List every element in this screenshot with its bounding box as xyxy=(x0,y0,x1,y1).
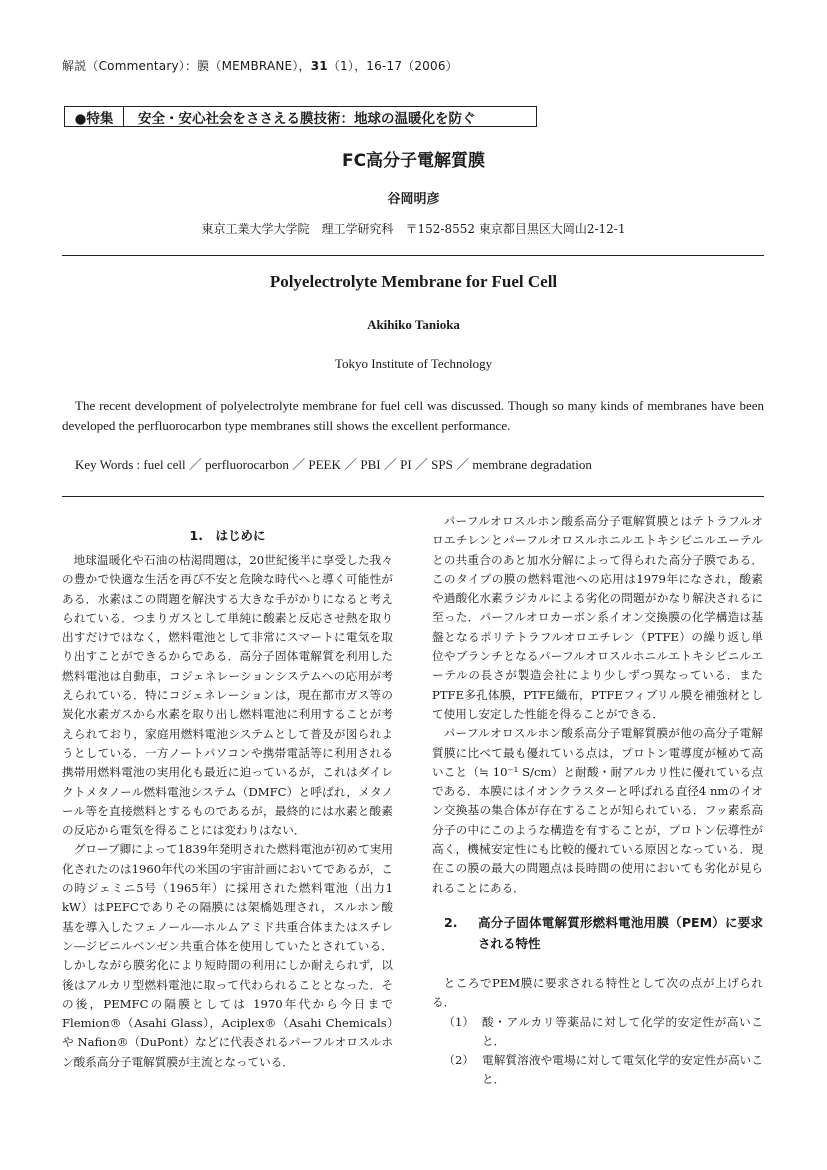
keywords: Key Words : fuel cell ／ perfluorocarbon ／ PEEK ／ PBI ／ PI ／ SPS ／ membrane degradation xyxy=(75,457,592,472)
section1-heading: 1. はじめに xyxy=(189,528,266,543)
header-volume: 31 xyxy=(310,59,328,73)
divider-top xyxy=(62,255,764,256)
list-item xyxy=(432,1051,763,1090)
english-title: Polyelectrolyte Membrane for Fuel Cell xyxy=(269,272,558,291)
list-item-text: 電解質溶液や電場に対して電気化学的安定性が高いこと． xyxy=(482,1053,763,1087)
abstract: The recent development of polyelectrolyte membrane for fuel cell was discussed. Though so many kinds of membranes have been developed the perfluorocarbon type membranes still shows the excellent performance. xyxy=(62,398,764,433)
list-item xyxy=(432,1013,763,1052)
feature-banner xyxy=(64,106,537,127)
japanese-title: FC高分子電解質膜 xyxy=(341,151,486,171)
right-column xyxy=(432,512,763,1090)
paragraph: グローブ卿によって1839年発明された燃料電池が初めて実用化されたのは1960年代の米国の宇宙計画においてであるが，この時ジェミニ5号（1965年）に採用された燃料電池（出力1 kW）はPEFCでありその隔膜には架橋処理され，スルホン酸基を導入したフェノール―ホルムアミド共重合体またはスチレン―ジビニルベンゼン共重合体を使用していたとされている．しかしながら膜劣化により短時間の利用にしか耐えられず，以後はアルカリ型燃料電池に取って代わられることとなった．その後，PEMFCの隔膜としては 1970年代から今日まで Flemion®（Asahi Glass），Aciplex®（Asahi Chemicals）や Nafion®（DuPont）などに代表されるパーフルオロスルホン酸系高分子電解質膜が主流となっている． xyxy=(62,842,393,1069)
english-affiliation: Tokyo Institute of Technology xyxy=(334,356,493,371)
japanese-affiliation: 東京工業大学大学院 理工学研究科 〒152-8552 東京都目黒区大岡山2-12-1 xyxy=(201,222,626,236)
divider-bottom xyxy=(62,496,764,497)
paragraph: パーフルオロスルホン酸系高分子電解質膜が他の高分子電解質膜に比べて最も優れている点は，プロトン電導度が極めて高いこと（≒ 10⁻¹ S/cm）と耐酸・耐アルカリ性に優れている点である．本膜にはイオンクラスターと呼ばれる直径4 nmのイオン交換基の集合体が存在することが知られている．フッ素系高分子の中にこのような構造を有することが，プロトン伝導性が高く，機械安定性にも比較的優れている原因となっている．現在この膜の最大の問題点は長時間の使用においても劣化が見られることにある． xyxy=(432,726,763,895)
paragraph: 地球温暖化や石油の枯渇問題は，20世紀後半に享受した我々の豊かで快適な生活を再び不安と危険な時代へと導く可能性がある．水素はこの問題を解決する大きな手がかりになると考えられている．つまりガスとして単純に酸素と反応させ熱を取り出すだけではなく，燃料電池として非常にスマートに電気を取り出すことができるからである．高分子固体電解質を利用した燃料電池は自動車，コジェネレーションシステムへの応用が考えられている．特にコジェネレーションは，現在都市ガス等の炭化水素ガスから水素を取り出し燃料電池に利用することが考えられており，家庭用燃料電池システムとして普及が図られようとしている．一方ノートパソコンや携帯電話等に利用される携帯用燃料電池の実用化も最近に迫っているが，これはダイレクトメタノール燃料電池システム（DMFC）と呼ばれ，メタノール等を直接燃料とするものであるが，最終的には水素と酸素の反応から電気を得ることには変わりはない． xyxy=(62,553,393,838)
list-item-number: （2） xyxy=(443,1053,474,1068)
feature-label: ●特集 xyxy=(65,107,124,126)
section2-title: 高分子固体電解質形燃料電池用膜（PEM）に要求される特性 xyxy=(478,914,763,951)
paragraph: ところでPEM膜に要求される特性として次の点が上げられる． xyxy=(432,975,763,1010)
english-author: Akihiko Tanioka xyxy=(367,317,460,332)
feature-title: 安全・安心社会をささえる膜技術：地球の温暖化を防ぐ xyxy=(138,110,476,127)
left-column xyxy=(62,551,393,1072)
list-item-number: （1） xyxy=(443,1014,474,1029)
journal-header xyxy=(62,57,458,74)
header-suffix: （1），16-17（2006） xyxy=(327,59,458,73)
japanese-author: 谷岡明彦 xyxy=(387,192,440,207)
section2-heading xyxy=(432,912,763,954)
list-item-text: 酸・アルカリ等薬品に対して化学的安定性が高いこと． xyxy=(482,1014,763,1048)
paragraph: パーフルオロスルホン酸系高分子電解質膜とはテトラフルオロエチレンとパーフルオロスルホニルエトキシビニルエーテルとの共重合のあと加水分解によって得られた高分子膜である．このタイプの膜の燃料電池への応用は1979年になされ，酸素や過酸化水素ラジカルによる劣化の問題がかなり解決されるに至った．パーフルオロカーボン系イオン交換膜の化学構造は基盤となるポリテトラフルオロエチレン（PTFE）の繰り返し単位やブランチとなるパーフルオロスルホニルエトキシビニルエーテルの長さが製造会社により少しずつ異なっている．またPTFE多孔体膜，PTFE織布，PTFEフィブリル膜を補強材として使用し安定した性能を得ることができる． xyxy=(432,514,763,721)
section2-number: 2. xyxy=(444,914,458,930)
header-prefix: 解説（Commentary）：膜（MEMBRANE）， xyxy=(62,59,311,73)
